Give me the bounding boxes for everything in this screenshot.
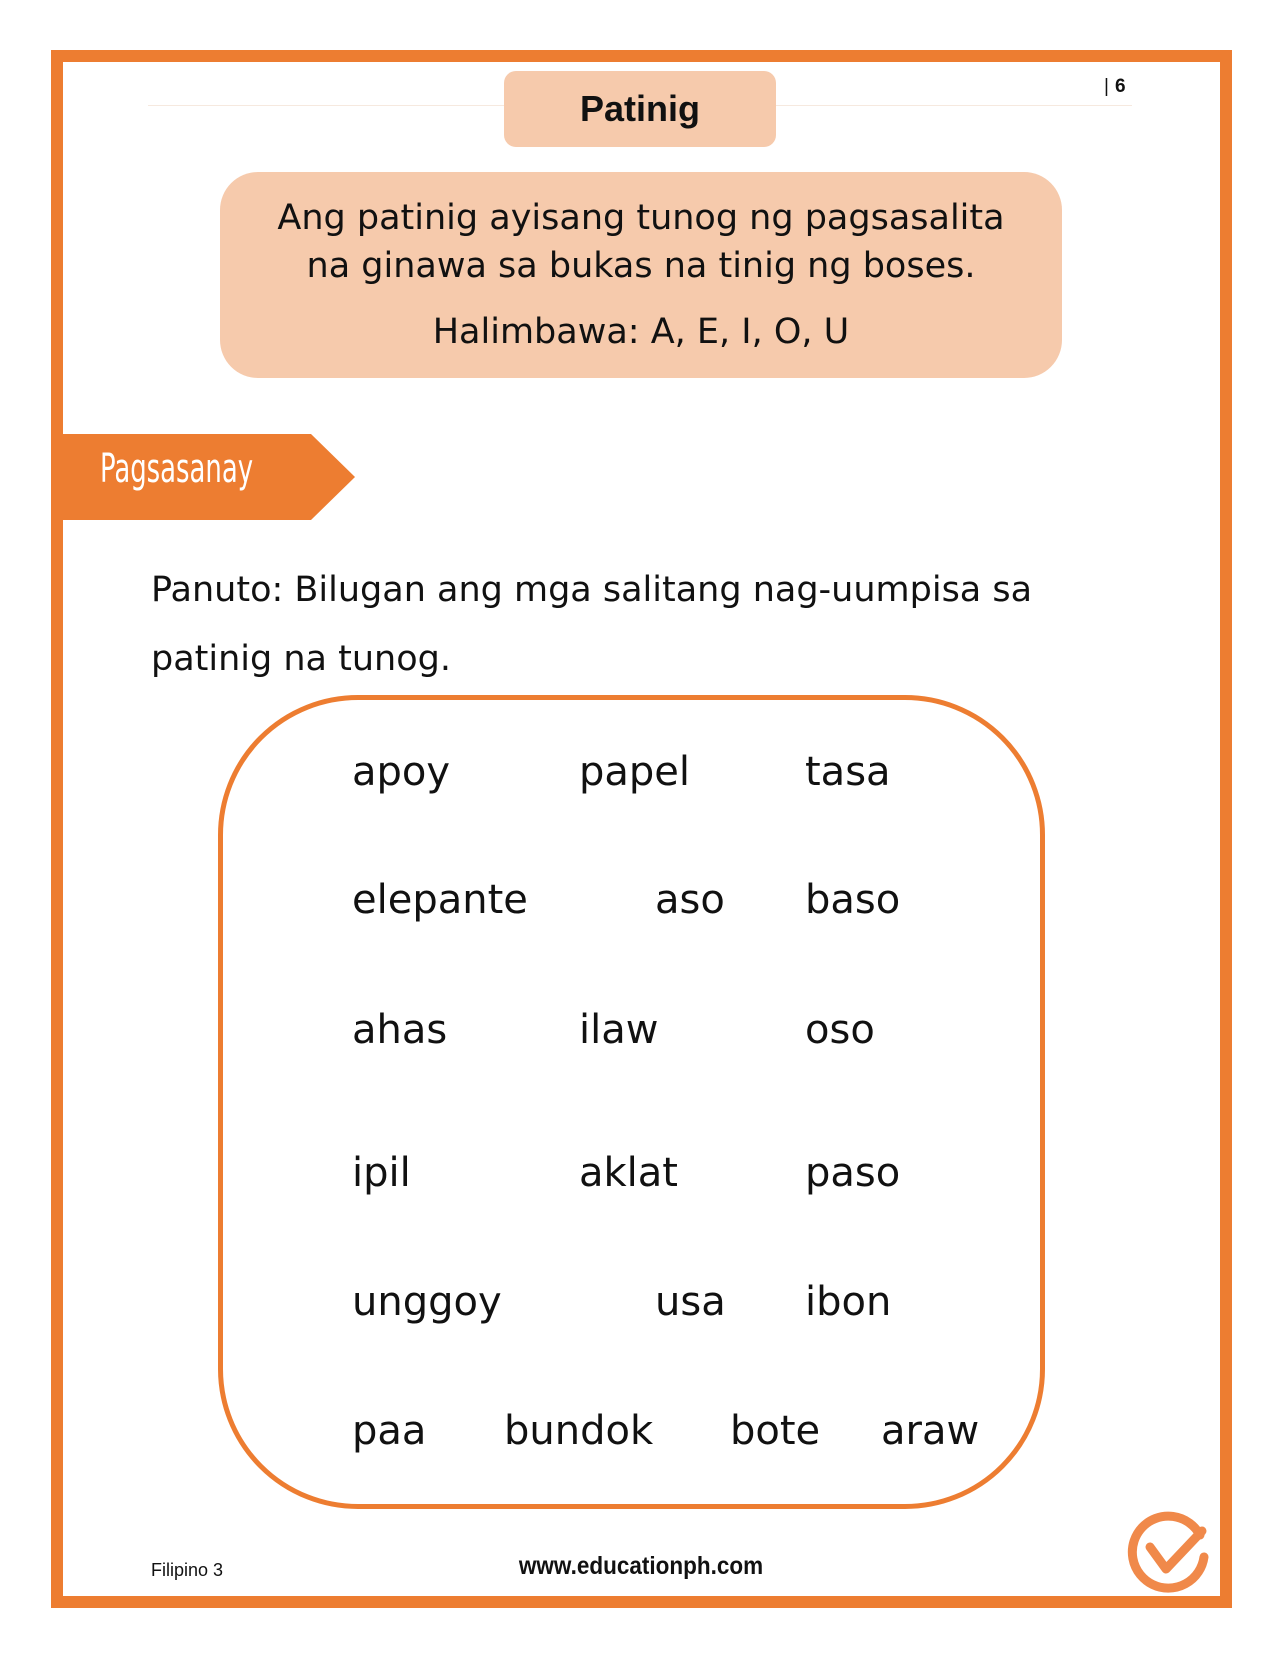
word-item[interactable]: bundok bbox=[504, 1408, 654, 1454]
word-item[interactable]: ibon bbox=[805, 1279, 892, 1325]
word-item[interactable]: elepante bbox=[352, 877, 528, 923]
definition-line-1: Ang patinig ayisang tunog ng pagsasalita bbox=[277, 198, 1005, 238]
word-item[interactable]: paa bbox=[352, 1408, 427, 1454]
definition-box bbox=[220, 172, 1062, 378]
word-item[interactable]: ipil bbox=[352, 1150, 411, 1196]
instruction-text: Panuto: Bilugan ang mga salitang nag-uumpisa sa patinig na tunog. bbox=[151, 570, 1033, 679]
definition-example: Halimbawa: A, E, I, O, U bbox=[432, 312, 850, 352]
word-item[interactable]: bote bbox=[730, 1408, 821, 1454]
word-item[interactable]: araw bbox=[881, 1408, 980, 1454]
footer-subject: Filipino 3 bbox=[151, 1560, 224, 1580]
definition-text bbox=[220, 194, 1062, 290]
section-banner-label: Pagsasanay bbox=[100, 446, 254, 492]
word-item[interactable]: ahas bbox=[352, 1007, 448, 1053]
footer-website[interactable]: www.educationph.com bbox=[518, 1552, 764, 1580]
word-item[interactable]: apoy bbox=[352, 749, 451, 795]
word-item[interactable]: aso bbox=[655, 877, 725, 923]
checkmark-logo-icon bbox=[1126, 1509, 1212, 1593]
definition-line-2: na ginawa sa bukas na tinig ng boses. bbox=[306, 246, 976, 286]
word-item[interactable]: baso bbox=[805, 877, 901, 923]
page-title: Patinig bbox=[504, 71, 776, 147]
word-item[interactable]: paso bbox=[805, 1150, 901, 1196]
page-number bbox=[1104, 76, 1126, 98]
word-item[interactable]: papel bbox=[579, 749, 691, 795]
page-number-value: 6 bbox=[1114, 76, 1126, 97]
word-item[interactable]: ilaw bbox=[579, 1007, 659, 1053]
word-item[interactable]: oso bbox=[805, 1007, 875, 1053]
word-item[interactable]: tasa bbox=[805, 749, 891, 795]
word-box bbox=[218, 695, 1045, 1509]
word-item[interactable]: usa bbox=[655, 1279, 726, 1325]
word-item[interactable]: aklat bbox=[579, 1150, 678, 1196]
page-separator: | bbox=[1104, 76, 1109, 97]
word-item[interactable]: unggoy bbox=[352, 1279, 502, 1325]
